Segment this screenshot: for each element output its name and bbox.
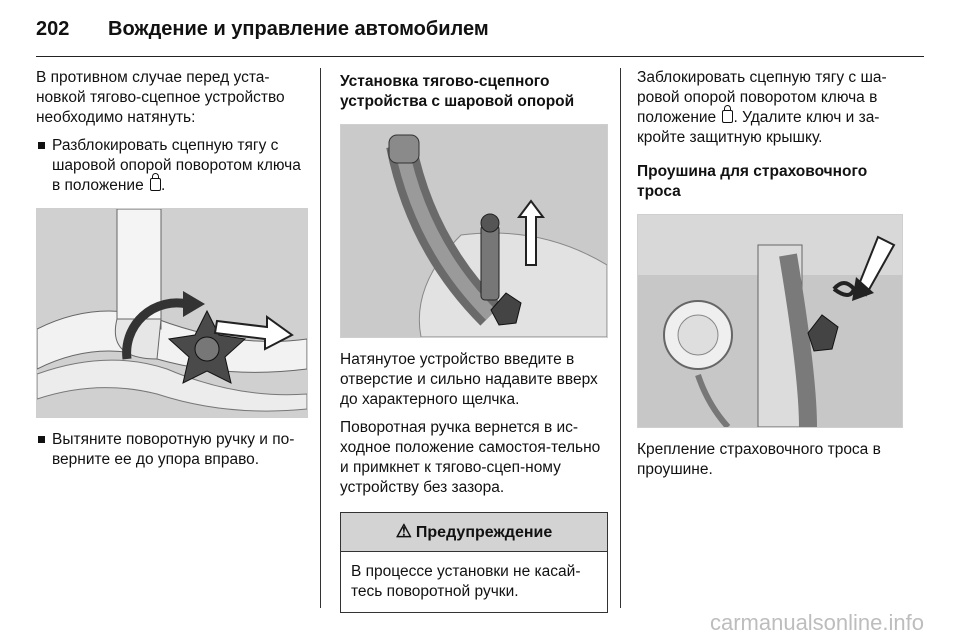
column-3 — [637, 68, 907, 488]
column-divider-2 — [620, 68, 621, 608]
warning-triangle-icon: ⚠ — [395, 521, 412, 541]
warning-title: Предупреждение — [415, 524, 553, 541]
page-header — [36, 18, 489, 41]
warning-box — [340, 512, 608, 613]
section-heading-install: Установка тягово-сцепного устройства с шаровой опорой — [340, 73, 575, 110]
column-2 — [340, 68, 608, 613]
tow-bar-illustration — [341, 125, 607, 337]
bullet-unlock-text: Разблокировать сцепную тягу с шаровой опорой поворотом ключа в положение — [52, 137, 301, 194]
column-1 — [36, 68, 308, 478]
intro-paragraph: В противном случае перед уста-новкой тягово-сцепное устройство необходимо натянуть: — [36, 69, 285, 126]
lock-paragraph — [637, 68, 907, 148]
bullet-unlock-end: . — [161, 177, 166, 194]
bullet-unlock — [36, 136, 308, 196]
page-number: 202 — [36, 18, 70, 40]
warning-text: В процессе установки не касай-тесь поворотной ручки. — [351, 563, 581, 600]
lock-icon — [722, 110, 733, 123]
page-title: Вождение и управление автомобилем — [108, 18, 489, 40]
warning-title-bar — [341, 513, 607, 552]
figure-rotary-knob — [36, 208, 308, 418]
install-paragraph-2: Поворотная ручка вернется в ис-ходное положение самостоя-тельно и примкнет к тягово-сцеп-ному устройству без зазора. — [340, 419, 601, 496]
lock-icon — [150, 178, 161, 191]
column-divider-1 — [320, 68, 321, 608]
rotary-knob-illustration — [37, 209, 307, 417]
figure-safety-eyelet — [637, 214, 903, 428]
bullet-pull-knob — [36, 430, 308, 470]
install-paragraph-1: Натянутое устройство введите в отверстие и сильно надавите вверх до характерного щелчка. — [340, 351, 598, 408]
eyelet-paragraph: Крепление страховочного троса в проушине. — [637, 441, 881, 478]
bullet-pull-knob-text: Вытяните поворотную ручку и по-верните ее до упора вправо. — [52, 431, 295, 468]
bullet-marker — [38, 142, 45, 149]
header-rule — [36, 56, 924, 57]
lock-paragraph-start: Заблокировать сцепную тягу с ша-ровой опорой поворотом ключа в положение — [637, 69, 887, 126]
lock-paragraph-end: . Удалите ключ и за-кройте защитную крышку. — [637, 109, 880, 146]
bullet-marker — [38, 436, 45, 443]
figure-tow-bar-install — [340, 124, 608, 338]
eyelet-illustration — [638, 215, 902, 427]
section-heading-eyelet: Проушина для страховочного троса — [637, 163, 868, 200]
watermark: carmanualsonline.info — [709, 610, 924, 635]
